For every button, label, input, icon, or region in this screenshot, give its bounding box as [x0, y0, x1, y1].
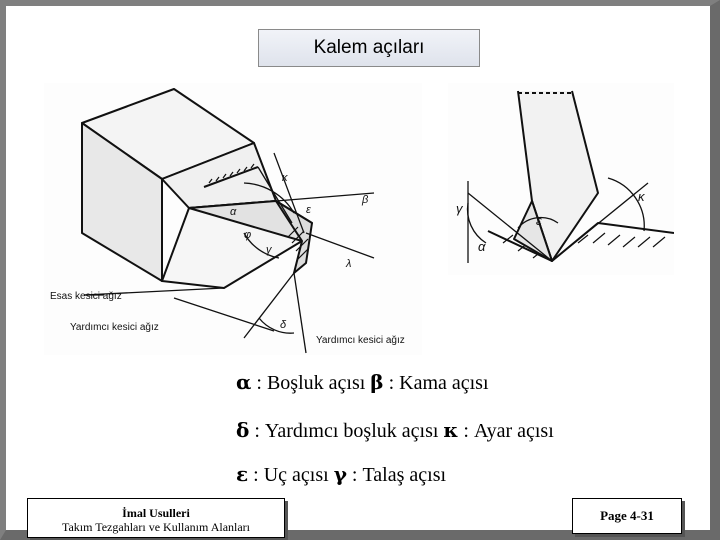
svg-text:β: β: [362, 194, 369, 206]
svg-text:ε: ε: [306, 204, 311, 216]
legend-text: : Yardımcı boşluk açısı: [249, 420, 444, 442]
svg-text:δ: δ: [280, 319, 287, 331]
course-title: İmal Usulleri: [122, 506, 190, 520]
svg-text:λ: λ: [346, 258, 352, 270]
svg-text:κ: κ: [282, 172, 288, 184]
legend-text: : Talaş açısı: [346, 464, 447, 486]
svg-text:φ: φ: [244, 229, 252, 241]
legend-text: : Kama açısı: [383, 372, 489, 394]
slide-title: Kalem açıları: [258, 29, 480, 67]
kappa-symbol: κ: [443, 418, 459, 442]
legend-text: : Boşluk açısı: [251, 372, 371, 394]
legend-text: : Uç açısı: [248, 464, 334, 486]
svg-text:α: α: [478, 239, 486, 254]
svg-text:γ: γ: [266, 244, 272, 256]
epsilon-symbol: ε: [236, 462, 249, 486]
legend-line-1: [236, 370, 489, 395]
legend-line-2: [236, 418, 554, 443]
alpha-symbol: α: [236, 370, 252, 394]
beta-symbol: β: [370, 370, 384, 394]
delta-symbol: δ: [236, 418, 250, 442]
gamma-symbol: γ: [333, 462, 347, 486]
tip-section-drawing: [448, 83, 674, 275]
legend-text: : Ayar açısı: [458, 420, 554, 442]
course-subtitle: Takım Tezgahları ve Kullanım Alanları: [61, 520, 251, 534]
legend-line-3: [236, 462, 446, 487]
page-number: Page 4-31: [572, 498, 682, 534]
svg-text:α: α: [230, 206, 237, 218]
yardimci-kesici-label: Yardımcı kesici ağız: [70, 322, 159, 333]
cutting-tool-drawing: [44, 83, 422, 355]
svg-text:ε: ε: [536, 213, 542, 228]
svg-text:κ: κ: [638, 189, 645, 204]
svg-text:γ: γ: [456, 201, 463, 216]
footer-course-box: [27, 498, 285, 538]
yardimci-kesici-side-label: Yardımcı kesici ağız: [316, 335, 405, 346]
esas-kesici-label: Esas kesici ağız: [50, 291, 122, 302]
